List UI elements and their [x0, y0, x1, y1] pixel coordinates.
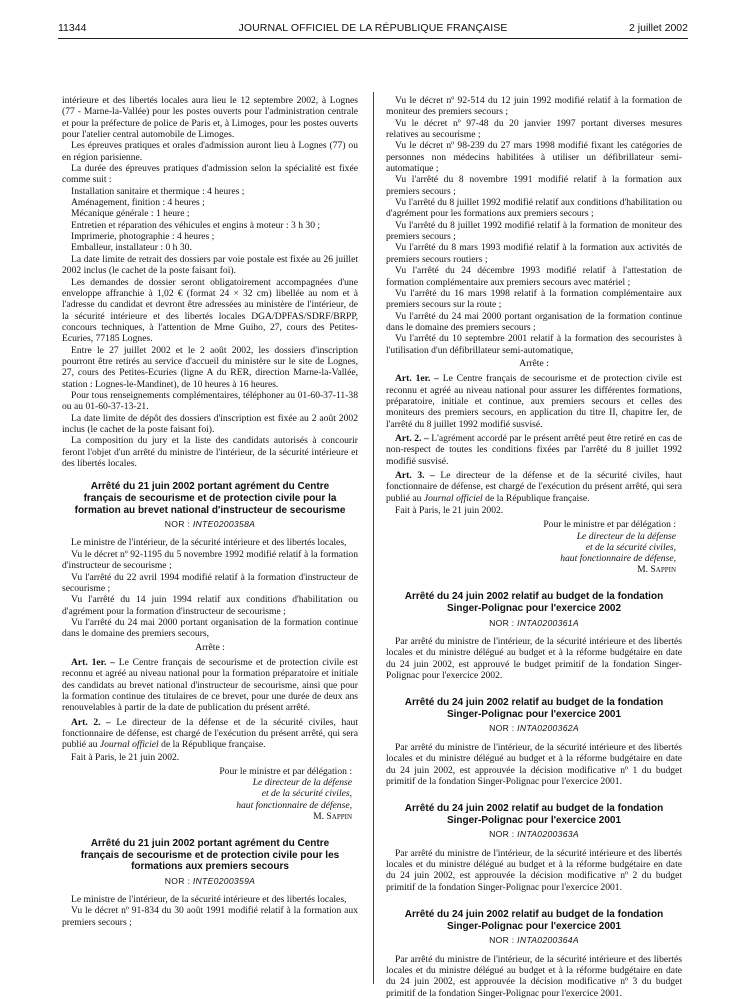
article-1 [386, 373, 682, 430]
signature-line: et de la sécurité civiles, [585, 541, 676, 553]
signature-place-date: Fait à Paris, le 21 juin 2002. [395, 505, 504, 517]
nor-label: NOR : [164, 519, 191, 530]
signatory-name: M. Sappin [637, 564, 676, 576]
decree-premiers-secours [62, 838, 358, 928]
signatory-name: M. Sappin [313, 810, 352, 822]
article-label: Art. 2. – [395, 432, 429, 444]
paragraph: Le ministre de l'intérieur, de la sécurité intérieure et des libertés locales, [71, 894, 347, 906]
signature-place-date: Fait à Paris, le 21 juin 2002. [71, 751, 180, 763]
article-text: L'agrément accordé par le présent arrêté peut être retiré en cas de non-respect de toutes les conditions fixées par l'arrêté du 8 juillet 1992 modifié susvisé. [386, 432, 682, 467]
page-number: 11344 [58, 22, 87, 34]
nor-reference [386, 618, 682, 629]
article-text: Le Centre français de secourisme et de protection civile est reconnu et agréé au niveau national pour assurer les différentes formations, préparatoire, initiale et continue, aux premiers secours et celles des moniteurs des premiers secours, en application du titre II, chapitre Ier, de l'arrêté du 8 juillet 1992 modifié susvisé. [386, 373, 682, 430]
right-column [386, 95, 682, 999]
paragraph: Vu le décret nº 91-834 du 30 août 1991 modifié relatif à la formation aux premiers secours ; [62, 905, 358, 928]
signature-line: et de la sécurité civiles, [261, 788, 352, 800]
article-text: Le directeur de la défense et de la sécurité civiles, haut fonctionnaire de défense, est chargé de l'exécution du présent arrêté, qui sera publié au [386, 470, 682, 504]
article-text: de la République française. [161, 739, 266, 751]
signature-block [62, 766, 352, 822]
budget-decree-2002 [386, 591, 682, 681]
paragraph: La composition du jury et la liste des candidats autorisés à concourir feront l'objet d'un arrêté du ministre de l'intérieur, de la sécurité intérieure et des libertés locales. [62, 435, 358, 469]
nor-code: INTA0200364A [517, 935, 579, 946]
nor-code: INTE0200359A [192, 875, 256, 886]
paragraph: Les épreuves pratiques et orales d'admission auront lieu à Lognes (77) ou en région parisienne. [62, 140, 358, 163]
paragraph: Vu l'arrêté du 16 mars 1998 relatif à la formation complémentaire aux premiers secours sur la route ; [386, 287, 682, 311]
paragraph: Vu le décret nº 92-1195 du 5 novembre 1992 modifié relatif à la formation d'instructeur de secourisme ; [62, 548, 358, 572]
article-text: Le directeur de la défense et de la sécurité civiles, haut fonctionnaire de défense, est chargé de l'exécution du présent arrêté, qui sera publié au [62, 716, 358, 751]
paragraph: Vu l'arrêté du 8 juillet 1992 modifié relatif aux conditions d'habilitation ou d'agrément pour les formations aux premiers secours ; [386, 197, 682, 220]
paragraph: Vu l'arrêté du 22 avril 1994 modifié relatif à la formation d'instructeur de secourisme ; [62, 571, 358, 594]
budget-decree-2001-dm1 [386, 697, 682, 787]
article-label: Art. 2. – [71, 716, 111, 728]
header-rule [58, 38, 688, 39]
paragraph: La date limite de dépôt des dossiers d'inscription est fixée au 2 août 2002 inclus (le cachet de la poste faisant foi). [62, 412, 358, 435]
signature-line: Le directeur de la défense [576, 530, 676, 542]
paragraph: Vu l'arrêté du 24 mai 2000 portant organisation de la formation continue dans le domaine des premiers secours ; [386, 310, 682, 333]
nor-reference [386, 829, 682, 840]
page-header [58, 20, 688, 38]
signature-line: Pour le ministre et par délégation : [219, 766, 352, 777]
signature-line: Pour le ministre et par délégation : [543, 519, 676, 531]
article-text: de la République française. [485, 492, 590, 504]
paragraph: Vu l'arrêté du 10 septembre 2001 relatif à la formation des secouristes à l'utilisation d'un défibrillateur semi-automatique, [386, 333, 682, 356]
paragraph: Vu l'arrêté du 8 juillet 1992 modifié relatif à la formation de moniteur des premiers secours ; [386, 219, 682, 243]
paragraph: Les demandes de dossier seront obligatoirement accompagnées d'une enveloppe affranchie à 1,02 € (format 24 × 32 cm) libellée au nom et à l'adresse du candidat et devront être adressées au ministère de l'intérieur, de la sécurité intérieure et des libertés locales DGA/DPFAS/SDRF/BRPP, concours techniques, à l'attention de Mme Guiho, 27, cours des Petites-Ecuries, 77185 Lognes. [62, 276, 358, 345]
nor-code: INTA0200361A [517, 617, 579, 628]
nor-code: INTE0200358A [192, 519, 256, 530]
paragraph: Par arrêté du ministre de l'intérieur, de la sécurité intérieure et des libertés locales et du ministre délégué au budget et à la réforme budgétaire en date du 24 juin 2002, est approuvé le budget primitif de la fondation Singer-Polignac pour l'exercice 2002. [386, 635, 682, 681]
paragraph: Vu l'arrêté du 24 mai 2000 portant organisation de la formation continue dans le domaine des premiers secours, [62, 616, 358, 640]
nor-reference [386, 935, 682, 946]
arrete-heading: Arrête : [519, 357, 549, 369]
journal-name: Journal officiel [99, 739, 159, 751]
paragraph: Par arrêté du ministre de l'intérieur, de la sécurité intérieure et des libertés locales et du ministre délégué au budget et à la réforme budgétaire en date du 24 juin 2002, est approuvée la décision modificative nº 1 du budget primitif de la fondation Singer-Polignac pour l'exercice 2001. [386, 741, 682, 787]
nor-reference [386, 723, 682, 734]
budget-decree-2001-dm2 [386, 803, 682, 893]
decree-premiers-secours-continued [386, 95, 682, 575]
paragraph: Vu l'arrêté du 24 décembre 1993 modifié relatif à l'attestation de formation complémentaire aux premiers secours avec matériel ; [386, 265, 682, 288]
nor-label: NOR : [489, 829, 515, 840]
list-item: Installation sanitaire et thermique : 4 heures ; [71, 185, 245, 197]
journal-title: JOURNAL OFFICIEL DE LA RÉPUBLIQUE FRANÇAISE [238, 22, 508, 34]
list-item: Imprimerie, photographie : 4 heures ; [71, 231, 215, 243]
left-column [62, 95, 358, 928]
nor-label: NOR : [164, 875, 191, 886]
decree-title: Arrêté du 21 juin 2002 portant agrément du Centre français de secourisme et de protection civile pour les formations aux premiers secours [80, 838, 340, 873]
article-2 [386, 433, 682, 467]
list-item: Emballeur, installateur : 0 h 30. [71, 242, 192, 254]
article-label: Art. 1er. – [395, 373, 439, 385]
nor-label: NOR : [489, 935, 515, 946]
paragraph: Entre le 27 juillet 2002 et le 2 août 2002, les dossiers d'inscription pourront être retirés au service d'accueil du ministère sur le site de Lognes, 27, cours des Petites-Ecuries (ligne A du RER, direction Marne-la-Vallée, station : Lognes-le-Mandinet), de 10 heures à 16 heures. [62, 344, 358, 390]
decree-title: Arrêté du 24 juin 2002 relatif au budget de la fondation Singer-Polignac pour l'exercice 2002 [404, 591, 664, 614]
nor-label: NOR : [489, 723, 515, 734]
paragraph: La durée des épreuves pratiques d'admission selon la spécialité est fixée comme suit : [62, 163, 358, 186]
column-divider [373, 92, 374, 984]
paragraph: Vu l'arrêté du 8 mars 1993 modifié relatif à la formation aux activités de premiers secours routiers ; [386, 242, 682, 265]
arrete-heading: Arrête : [195, 641, 225, 653]
decree-instructeur [62, 481, 358, 822]
article-1 [62, 657, 358, 714]
continued-notice [62, 95, 358, 469]
budget-decree-2001-dm3 [386, 909, 682, 999]
list-item: Entretien et réparation des véhicules et engins à moteur : 3 h 30 ; [71, 219, 321, 231]
article-2 [62, 717, 358, 751]
paragraph: Vu le décret nº 97-48 du 20 janvier 1997 portant diverses mesures relatives au secourisme ; [386, 117, 682, 141]
signature-line: Le directeur de la défense [252, 777, 352, 789]
article-label: Art. 1er. – [71, 656, 115, 668]
nor-reference [62, 519, 358, 530]
nor-code: INTA0200363A [517, 829, 579, 840]
paragraph: Par arrêté du ministre de l'intérieur, de la sécurité intérieure et des libertés locales et du ministre délégué au budget et à la réforme budgétaire en date du 24 juin 2002, est approuvée la décision modificative nº 3 du budget primitif de la fondation Singer-Polignac pour l'exercice 2001. [386, 953, 682, 999]
paragraph: Vu le décret nº 98-239 du 27 mars 1998 modifié fixant les catégories de personnes non médecins habilitées à utiliser un défibrillateur semi-automatique ; [386, 140, 682, 175]
nor-label: NOR : [489, 617, 515, 628]
decree-title: Arrêté du 21 juin 2002 portant agrément du Centre français de secourisme et de protection civile pour la formation au brevet national d'instructeur de secourisme [74, 481, 346, 516]
paragraph: Vu l'arrêté du 14 juin 1994 relatif aux conditions d'habilitation ou d'agrément pour la formation d'instructeur de secourisme ; [62, 594, 358, 617]
decree-title: Arrêté du 24 juin 2002 relatif au budget de la fondation Singer-Polignac pour l'exercice 2001 [404, 909, 664, 932]
paragraph: La date limite de retrait des dossiers par voie postale est fixée au 26 juillet 2002 inclus (le cachet de la poste faisant foi). [62, 253, 358, 277]
list-item: Aménagement, finition : 4 heures ; [71, 197, 205, 209]
journal-name: Journal officiel [423, 492, 483, 504]
paragraph: Vu le décret nº 92-514 du 12 juin 1992 modifié relatif à la formation de moniteur des premiers secours ; [386, 95, 682, 118]
paragraph: Vu l'arrêté du 8 novembre 1991 modifié relatif à la formation aux premiers secours ; [386, 174, 682, 197]
article-label: Art. 3. – [395, 470, 435, 481]
signature-block [386, 519, 676, 575]
issue-date: 2 juillet 2002 [629, 22, 688, 34]
paragraph: Le ministre de l'intérieur, de la sécurité intérieure et des libertés locales, [71, 537, 347, 549]
paragraph: Pour tous renseignements complémentaires, téléphoner au 01-60-37-11-38 ou au 01-60-37-13-21. [62, 389, 358, 413]
paragraph: intérieure et des libertés locales aura lieu le 12 septembre 2002, à Lognes (77 - Marne-la-Vallée) pour les postes ouverts pour l'administration centrale et pour la préfecture de police de Paris et, à Limoges, pour les postes ouverts pour l'atelier central automobile de Limoges. [62, 95, 358, 141]
decree-title: Arrêté du 24 juin 2002 relatif au budget de la fondation Singer-Polignac pour l'exercice 2001 [404, 803, 664, 826]
article-text: Le Centre français de secourisme et de protection civile est reconnu et agréé au niveau national pour la formation préparatoire et initiale des candidats au brevet national d'instructeur de secourisme, ainsi que pour la formation continue des titulaires de ce brevet, pour une durée de deux ans renouvelables à partir de la date de publication du présent arrêté. [62, 656, 358, 714]
decree-title: Arrêté du 24 juin 2002 relatif au budget de la fondation Singer-Polignac pour l'exercice 2001 [404, 697, 664, 720]
nor-code: INTA0200362A [517, 723, 579, 734]
nor-reference [62, 876, 358, 887]
signature-line: haut fonctionnaire de défense, [236, 799, 352, 811]
list-item: Mécanique générale : 1 heure ; [71, 208, 190, 220]
paragraph: Par arrêté du ministre de l'intérieur, de la sécurité intérieure et des libertés locales et du ministre délégué au budget et à la réforme budgétaire en date du 24 juin 2002, est approuvée la décision modificative nº 2 du budget primitif de la fondation Singer-Polignac pour l'exercice 2001. [386, 847, 682, 893]
signature-line: haut fonctionnaire de défense, [560, 552, 676, 564]
article-3 [386, 470, 682, 504]
